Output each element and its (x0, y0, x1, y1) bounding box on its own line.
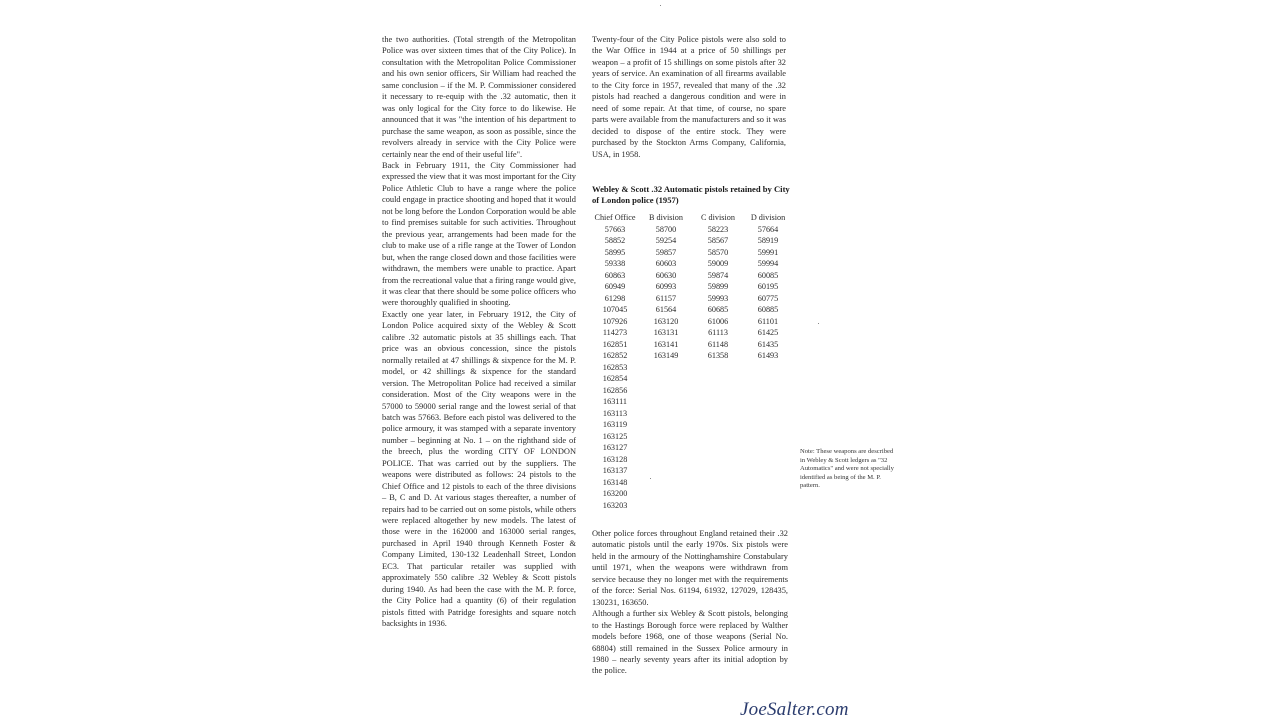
scan-speck (660, 5, 661, 6)
table-cell: 163113 (602, 408, 628, 418)
table-cell: 61113 (708, 328, 728, 337)
table-cell: 162853 (602, 362, 628, 372)
table-cell: 163127 (602, 443, 628, 452)
right-bottom-paragraph-2: Although a further six Webley & Scott pistols, belonging to the Hastings Borough force were replaced by Walther models before 1968, one of those weapons (Serial No. 68804) still remained in the Sussex Police armoury in 1980 – nearly seventy years after its initial adoption by the police. (592, 609, 788, 676)
table-cell: 163137 (602, 466, 628, 475)
table-cell: 60195 (757, 282, 779, 291)
table-cell: 58567 (707, 236, 729, 245)
table-cell: 163128 (602, 454, 628, 464)
left-text-column (382, 34, 576, 630)
table-column-chief-office (590, 212, 640, 511)
table-cell: 59009 (707, 259, 729, 268)
table-cell: 61425 (757, 328, 779, 337)
table-cell: 59993 (707, 293, 729, 303)
table-cell: 61358 (707, 351, 729, 360)
table-cell: 60630 (655, 270, 677, 280)
right-text-column-top (592, 34, 786, 160)
table-column-b-division (644, 212, 688, 362)
table-header: Chief Office (594, 213, 636, 222)
table-cell: 58852 (604, 236, 626, 245)
table-cell: 59899 (707, 282, 729, 291)
table-cell: 58570 (707, 247, 729, 257)
table-cell: 61564 (655, 305, 677, 314)
table-cell: 163141 (653, 339, 679, 349)
table-cell: 163203 (602, 500, 628, 510)
table-cell: 60885 (757, 305, 779, 314)
table-cell: 60603 (655, 259, 677, 268)
table-cell: 57664 (757, 224, 779, 234)
table-cell: 61435 (757, 339, 779, 349)
table-cell: 107926 (602, 316, 628, 326)
table-cell: 162856 (602, 385, 628, 395)
side-note: Note: These weapons are described in Webley & Scott ledgers as "32 Automatics" and were not specially identified as being of the M. P. pattern. (800, 448, 894, 490)
right-text-column-bottom (592, 528, 788, 677)
table-cell: 60685 (707, 305, 729, 314)
table-cell: 58995 (604, 247, 626, 257)
table-cell: 114273 (602, 328, 628, 337)
table-cell: 163111 (603, 397, 627, 406)
table-cell: 60085 (757, 270, 779, 280)
scan-speck (818, 323, 819, 324)
table-cell: 163149 (653, 351, 679, 360)
table-cell: 58223 (707, 224, 729, 234)
table-cell: 163200 (602, 489, 628, 498)
table-cell: 61101 (757, 316, 779, 326)
scan-speck (650, 478, 651, 479)
table-cell: 162851 (602, 339, 628, 349)
left-paragraph-2: Back in February 1911, the City Commissioner had expressed the view that it was most important for the City Police Athletic Club to have a range where the police could engage in practice shooting and hoped that it would not be long before the London Corporation would be able to find premises suitable for such activities. Throughout the previous year, arrangements had been made for the club to make use of a rifle range at the Tower of London but, when the range closed down and those facilities were withdrawn, the members were unable to practice. Apart from the recreational value that a firing range would give, it was clear that there should be some police officers who were thoroughly qualified in shooting. (382, 160, 576, 308)
table-cell: 61157 (655, 293, 677, 303)
table-header: D division (750, 213, 786, 222)
table-cell: 162852 (602, 351, 628, 360)
table-cell: 163120 (653, 316, 679, 326)
table-column-d-division (746, 212, 790, 362)
table-header: C division (701, 213, 735, 222)
right-bottom-paragraph-1: Other police forces throughout England retained their .32 automatic pistols until the early 1970s. Six pistols were held in the armoury of the Nottinghamshire Constabulary until 1971, when the weapons were withdrawn from service because they no longer met with the requirements of the force: Serial Nos. 61194, 61932, 127029, 128435, 130231, 163650. (592, 529, 788, 607)
table-cell: 59994 (757, 259, 779, 268)
left-paragraph-3: Exactly one year later, in February 1912, the City of London Police acquired sixty of the Webley & Scott calibre .32 automatic pistols at 35 shillings each. That price was an obvious concession, since the pistols normally retailed at 47 shillings & sixpence for the M. P. model, or 42 shillings & sixpence for the standard version. The Metropolitan Police had received a similar consideration. Most of the City weapons were in the 57000 to 59000 serial range and the lowest serial of that batch was 57663. Before each pistol was delivered to the police armoury, it was stamped with a separate inventory number – beginning at No. 1 – on the righthand side of the breech, plus the wording CITY OF LONDON POLICE. That was carried out by the suppliers. The weapons were distributed as follows: 24 pistols to the Chief Office and 12 pistols to each of the three divisions – B, C and D. At various stages thereafter, a number of repairs had to be carried out on some pistols, while others were replaced altogether by new models. The latest of those were in the 162000 and 163000 serial ranges, purchased in April 1940 through Kenneth Foster & Company Limited, 130-132 Leadenhall Street, London EC3. That particular retailer was supplied with approximately 550 calibre .32 Webley & Scott pistols during 1940. As had been the case with the M. P. force, the City Police had a quantity (6) of their regulation pistols fitted with Patridge foresights and square notch backsights in 1936. (382, 309, 576, 629)
table-cell: 59857 (655, 247, 677, 257)
table-cell: 163131 (653, 328, 679, 337)
table-cell: 61493 (757, 351, 779, 360)
table-cell: 61148 (707, 339, 729, 349)
table-cell: 61298 (604, 293, 626, 303)
table-cell: 59991 (757, 247, 779, 257)
table-header: B division (649, 213, 683, 222)
table-cell: 57663 (604, 224, 626, 234)
table-column-c-division (696, 212, 740, 362)
table-cell: 58919 (757, 236, 779, 245)
table-cell: 60949 (604, 282, 626, 291)
table-cell: 107045 (602, 305, 628, 314)
site-watermark-logo[interactable]: JoeSalter.com (740, 699, 849, 720)
left-paragraph-1: the two authorities. (Total strength of the Metropolitan Police was over sixteen times that of the City Police). In consultation with the Metropolitan Police Commissioner and his own senior officers, Sir William had reached the same conclusion – if the M. P. Commissioner considered it necessary to re-equip with the .32 automatic, then it was only logical for the City force to do likewise. He announced that it was "the intention of his department to purchase the same weapon, as soon as possible, since the revolvers already in service with the City Police were certainly near the end of their useful life". (382, 35, 576, 159)
table-cell: 163119 (602, 420, 628, 429)
right-top-paragraph: Twenty-four of the City Police pistols were also sold to the War Office in 1944 at a price of 50 shillings per weapon – a profit of 15 shillings on some pistols after 32 years of service. An examination of all firearms available to the City force in 1957, revealed that many of the .32 pistols had reached a dangerous condition and were in need of some repair. At that time, of course, no spare parts were available from the manufacturers and so it was decided to dispose of the entire stock. They were purchased by the Stockton Arms Company, California, USA, in 1958. (592, 35, 786, 159)
table-cell: 60863 (604, 270, 626, 280)
table-cell: 59338 (604, 259, 626, 268)
table-cell: 59874 (707, 270, 729, 280)
table-title: Webley & Scott .32 Automatic pistols retained by City of London police (1957) (592, 184, 790, 205)
table-cell: 163148 (602, 477, 628, 487)
table-cell: 61006 (707, 316, 729, 326)
table-cell: 59254 (655, 236, 677, 245)
table-cell: 58700 (655, 224, 677, 234)
table-cell: 60993 (655, 282, 677, 291)
table-cell: 60775 (757, 293, 779, 303)
table-cell: 163125 (602, 431, 628, 441)
table-cell: 162854 (602, 374, 628, 383)
